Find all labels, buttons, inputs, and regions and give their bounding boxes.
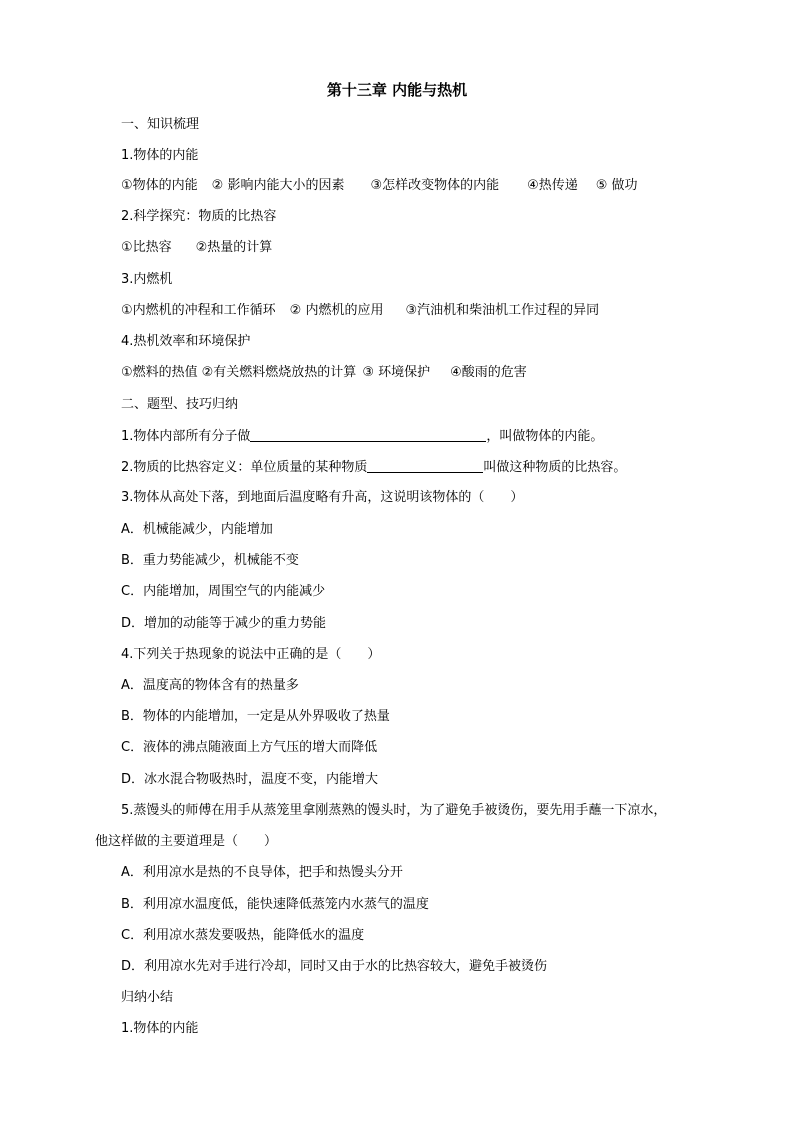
question-3-option: C．内能增加，周围空气的内能减少: [121, 584, 326, 599]
question-4-option: C．液体的沸点随液面上方气压的增大而降低: [121, 740, 378, 755]
topic-2-item: ①比热容: [121, 240, 172, 255]
topic-1-items: [121, 177, 638, 195]
question-1-text-before: 1.物体内部所有分子做: [121, 429, 251, 444]
topic-1-item: ④热传递: [527, 178, 578, 193]
question-4: 4.下列关于热现象的说法中正确的是（ ）: [121, 647, 381, 662]
topic-1-item: ③怎样改变物体的内能: [370, 178, 500, 193]
topic-2-heading: 2.科学探究：物质的比热容: [121, 209, 277, 224]
topic-4-item: ④酸雨的危害: [450, 365, 527, 380]
question-5-option: D．利用凉水先对手进行冷却，同时又由于水的比热容较大，避免手被烫伤: [121, 959, 548, 974]
topic-1-item: ② 影响内能大小的因素: [211, 178, 345, 193]
question-4-option: B．物体的内能增加，一定是从外界吸收了热量: [121, 709, 390, 724]
topic-1-item: ⑤ 做功: [595, 178, 638, 193]
question-1: [121, 427, 603, 446]
section-heading-knowledge: 一、知识梳理: [121, 117, 200, 132]
topic-4-items: [121, 364, 527, 382]
question-3-option: A．机械能减少，内能增加: [121, 522, 273, 537]
topic-2-item: ②热量的计算: [195, 240, 273, 255]
fill-blank-1[interactable]: [250, 427, 486, 442]
topic-1-item: ①物体的内能: [121, 178, 198, 193]
summary-item-1: 1.物体的内能: [121, 1021, 199, 1036]
question-2: [121, 458, 626, 477]
question-4-option: A．温度高的物体含有的热量多: [121, 678, 299, 693]
topic-3-items: [121, 302, 599, 320]
topic-4-heading: 4.热机效率和环境保护: [121, 334, 251, 349]
question-5-option: B．利用凉水温度低，能快速降低蒸笼内水蒸气的温度: [121, 897, 429, 912]
fill-blank-2[interactable]: [367, 458, 483, 473]
topic-4-item: ①燃料的热值: [121, 365, 198, 380]
topic-3-heading: 3.内燃机: [121, 272, 173, 287]
topic-2-items: [121, 239, 272, 257]
topic-1-heading: 1.物体的内能: [121, 148, 199, 163]
topic-3-item: ② 内燃机的应用: [289, 303, 384, 318]
question-2-text-after: 叫做这种物质的比热容。: [483, 460, 627, 475]
question-3-option: B．重力势能减少，机械能不变: [121, 553, 299, 568]
question-5-line-1: 5.蒸馒头的师傅在用手从蒸笼里拿刚蒸熟的馒头时，为了避免手被烫伤，要先用手蘸一下凉水，: [121, 803, 667, 818]
question-3-option: D．增加的动能等于减少的重力势能: [121, 616, 327, 631]
topic-4-item: ②有关燃料燃烧放热的计算: [201, 365, 357, 380]
topic-3-item: ①内燃机的冲程和工作循环: [121, 303, 276, 318]
question-4-option: D．冰水混合物吸热时，温度不变，内能增大: [121, 772, 379, 787]
section-heading-question-types: 二、题型、技巧归纳: [121, 397, 239, 412]
page-title: 第十三章 内能与热机: [326, 81, 468, 99]
summary-heading: 归纳小结: [121, 990, 174, 1005]
question-5-line-2: 他这样做的主要道理是（ ）: [95, 834, 278, 849]
question-3: 3.物体从高处下落，到地面后温度略有升高，这说明该物体的（ ）: [121, 490, 524, 505]
question-5-option: A．利用凉水是热的不良导体，把手和热馒头分开: [121, 865, 403, 880]
topic-3-item: ③汽油机和柴油机工作过程的异同: [405, 303, 600, 318]
question-5-option: C．利用凉水蒸发要吸热，能降低水的温度: [121, 928, 365, 943]
topic-4-item: ③ 环境保护: [362, 365, 431, 380]
question-2-text-before: 2.物质的比热容定义：单位质量的某种物质: [121, 460, 368, 475]
question-1-text-after: ，叫做物体的内能。: [486, 429, 604, 444]
